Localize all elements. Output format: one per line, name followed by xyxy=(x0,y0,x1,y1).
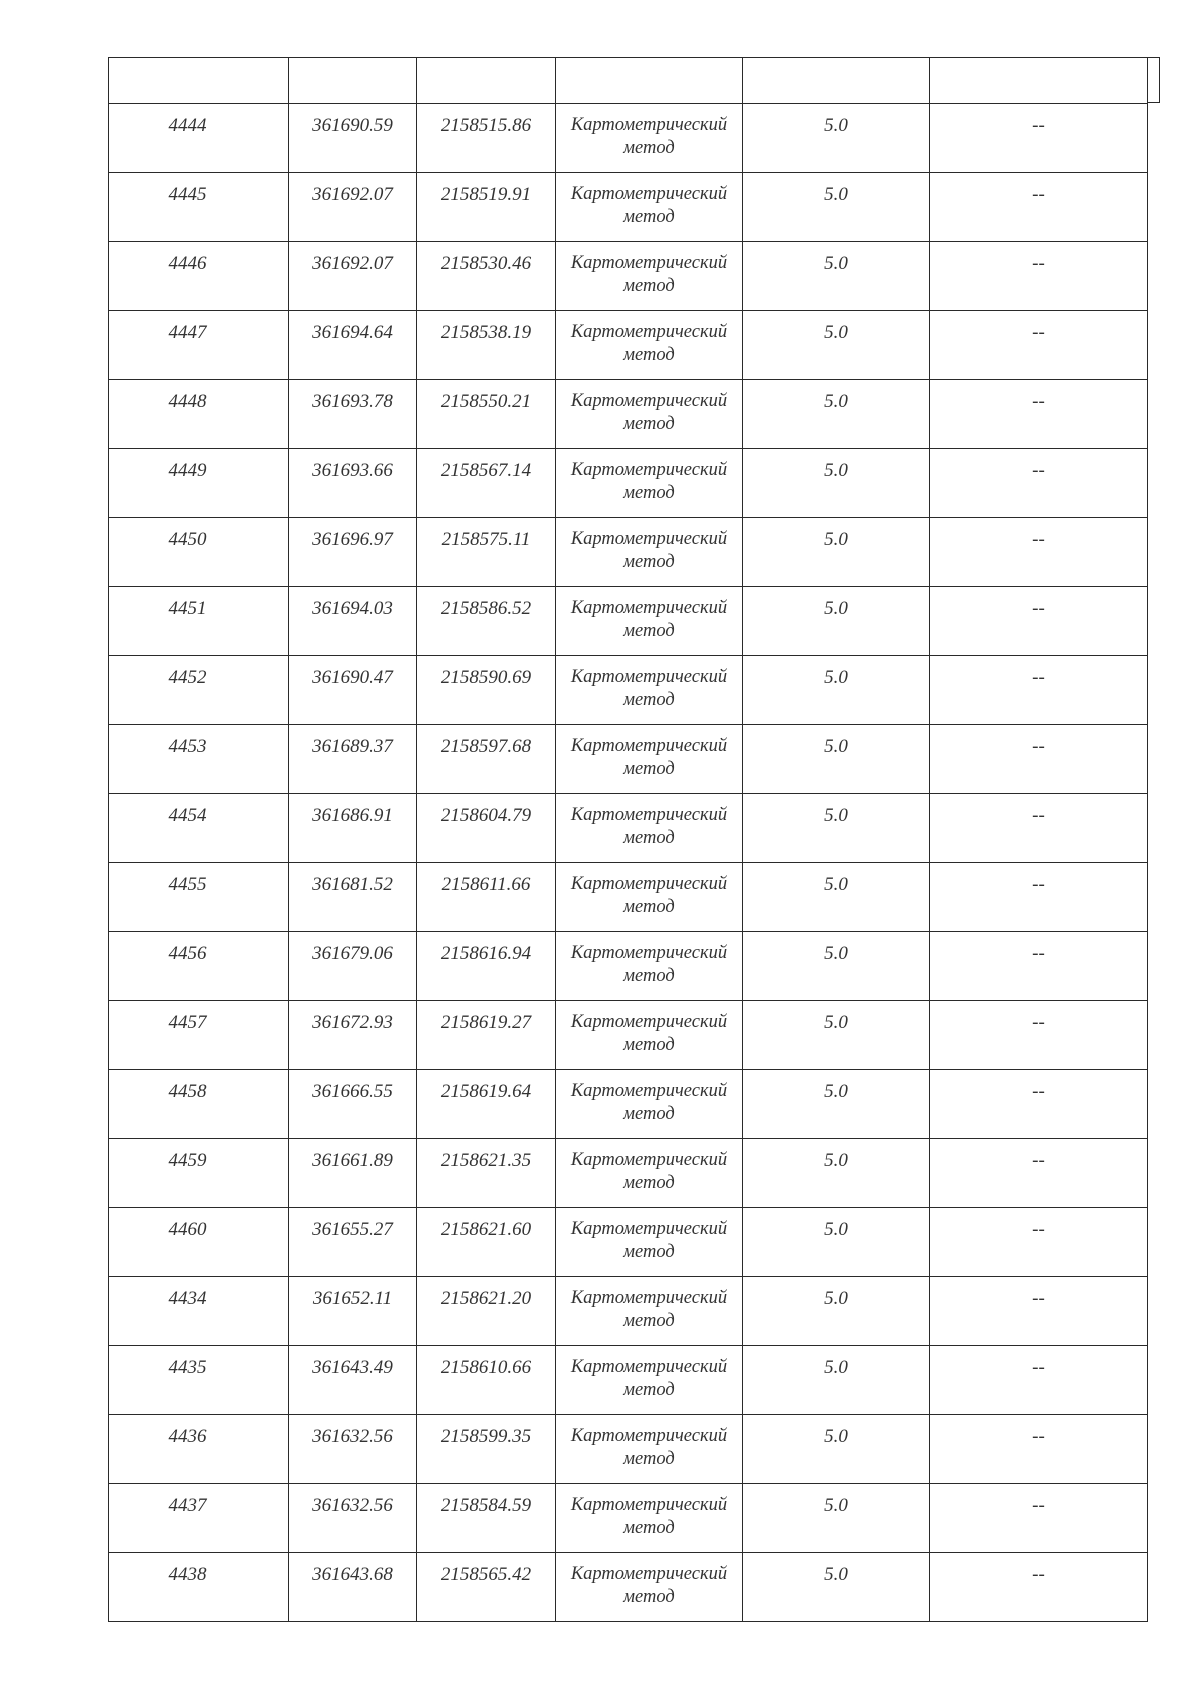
table-row xyxy=(109,1277,1148,1346)
cell-accuracy: 5.0 xyxy=(743,1346,930,1415)
cell-method: Картометрический метод xyxy=(556,1208,743,1277)
cell-accuracy: 5.0 xyxy=(743,449,930,518)
cell-x-coordinate: 361692.07 xyxy=(289,173,417,242)
cell-method: Картометрический метод xyxy=(556,1415,743,1484)
table-row xyxy=(109,1001,1148,1070)
cell-note: -- xyxy=(930,1001,1148,1070)
cell-point-number: 4453 xyxy=(109,725,289,794)
cell-method: Картометрический метод xyxy=(556,1277,743,1346)
cell-accuracy: 5.0 xyxy=(743,1484,930,1553)
coordinates-table xyxy=(108,57,1148,1622)
cell-accuracy: 5.0 xyxy=(743,1139,930,1208)
cell-accuracy: 5.0 xyxy=(743,380,930,449)
cell-note: -- xyxy=(930,380,1148,449)
cell-note: -- xyxy=(930,1346,1148,1415)
cell-note: -- xyxy=(930,932,1148,1001)
cell-y-coordinate: 2158550.21 xyxy=(417,380,556,449)
cell-accuracy: 5.0 xyxy=(743,311,930,380)
cell-point-number: 4447 xyxy=(109,311,289,380)
table-row xyxy=(109,1070,1148,1139)
table-body xyxy=(109,58,1148,1622)
cell-method: Картометрический метод xyxy=(556,311,743,380)
cell-method: Картометрический метод xyxy=(556,1070,743,1139)
cell-point-number: 4455 xyxy=(109,863,289,932)
cell-point-number: 4454 xyxy=(109,794,289,863)
cell-x-coordinate: 361689.37 xyxy=(289,725,417,794)
table-row xyxy=(109,1208,1148,1277)
cell-y-coordinate: 2158519.91 xyxy=(417,173,556,242)
cell-x-coordinate: 361643.49 xyxy=(289,1346,417,1415)
cell-y-coordinate: 2158590.69 xyxy=(417,656,556,725)
cell-note: -- xyxy=(930,1484,1148,1553)
header-cell-accuracy xyxy=(743,58,930,104)
cell-note: -- xyxy=(930,794,1148,863)
cell-x-coordinate: 361696.97 xyxy=(289,518,417,587)
cell-x-coordinate: 361632.56 xyxy=(289,1415,417,1484)
cell-accuracy: 5.0 xyxy=(743,1070,930,1139)
table-row xyxy=(109,1484,1148,1553)
cell-accuracy: 5.0 xyxy=(743,173,930,242)
cell-accuracy: 5.0 xyxy=(743,794,930,863)
cell-y-coordinate: 2158538.19 xyxy=(417,311,556,380)
table-row xyxy=(109,311,1148,380)
cell-note: -- xyxy=(930,1415,1148,1484)
table-row xyxy=(109,1346,1148,1415)
cell-method: Картометрический метод xyxy=(556,1484,743,1553)
cell-point-number: 4456 xyxy=(109,932,289,1001)
table-row xyxy=(109,104,1148,173)
cell-accuracy: 5.0 xyxy=(743,932,930,1001)
cell-x-coordinate: 361661.89 xyxy=(289,1139,417,1208)
header-cell-point xyxy=(109,58,289,104)
cell-accuracy: 5.0 xyxy=(743,1001,930,1070)
table-row xyxy=(109,725,1148,794)
cell-y-coordinate: 2158619.64 xyxy=(417,1070,556,1139)
cell-y-coordinate: 2158565.42 xyxy=(417,1553,556,1622)
cell-accuracy: 5.0 xyxy=(743,587,930,656)
cell-point-number: 4438 xyxy=(109,1553,289,1622)
cell-accuracy: 5.0 xyxy=(743,242,930,311)
table-row xyxy=(109,242,1148,311)
table-row xyxy=(109,587,1148,656)
cell-y-coordinate: 2158586.52 xyxy=(417,587,556,656)
cell-method: Картометрический метод xyxy=(556,725,743,794)
table-row xyxy=(109,1139,1148,1208)
cell-method: Картометрический метод xyxy=(556,242,743,311)
cell-x-coordinate: 361686.91 xyxy=(289,794,417,863)
cell-x-coordinate: 361666.55 xyxy=(289,1070,417,1139)
cell-point-number: 4449 xyxy=(109,449,289,518)
cell-point-number: 4458 xyxy=(109,1070,289,1139)
cell-y-coordinate: 2158575.11 xyxy=(417,518,556,587)
cell-note: -- xyxy=(930,311,1148,380)
cell-y-coordinate: 2158597.68 xyxy=(417,725,556,794)
header-cell-note xyxy=(930,58,1148,104)
cell-note: -- xyxy=(930,656,1148,725)
cell-method: Картометрический метод xyxy=(556,449,743,518)
cell-point-number: 4452 xyxy=(109,656,289,725)
header-cell-method xyxy=(556,58,743,104)
header-cell-x xyxy=(289,58,417,104)
table-row xyxy=(109,449,1148,518)
table-header-row xyxy=(109,58,1148,104)
cell-x-coordinate: 361692.07 xyxy=(289,242,417,311)
cell-method: Картометрический метод xyxy=(556,794,743,863)
cell-point-number: 4444 xyxy=(109,104,289,173)
table-row xyxy=(109,1415,1148,1484)
cell-note: -- xyxy=(930,1208,1148,1277)
cell-x-coordinate: 361694.03 xyxy=(289,587,417,656)
cell-x-coordinate: 361693.66 xyxy=(289,449,417,518)
cell-accuracy: 5.0 xyxy=(743,104,930,173)
cell-method: Картометрический метод xyxy=(556,587,743,656)
cell-point-number: 4448 xyxy=(109,380,289,449)
cell-note: -- xyxy=(930,1553,1148,1622)
cell-point-number: 4434 xyxy=(109,1277,289,1346)
cell-y-coordinate: 2158621.20 xyxy=(417,1277,556,1346)
cell-method: Картометрический метод xyxy=(556,380,743,449)
cell-point-number: 4435 xyxy=(109,1346,289,1415)
cell-point-number: 4451 xyxy=(109,587,289,656)
cell-y-coordinate: 2158610.66 xyxy=(417,1346,556,1415)
table-edge-mark xyxy=(1147,57,1160,103)
cell-accuracy: 5.0 xyxy=(743,1208,930,1277)
cell-x-coordinate: 361693.78 xyxy=(289,380,417,449)
cell-note: -- xyxy=(930,1070,1148,1139)
cell-accuracy: 5.0 xyxy=(743,725,930,794)
cell-method: Картометрический метод xyxy=(556,104,743,173)
cell-note: -- xyxy=(930,104,1148,173)
cell-accuracy: 5.0 xyxy=(743,1553,930,1622)
cell-x-coordinate: 361679.06 xyxy=(289,932,417,1001)
cell-accuracy: 5.0 xyxy=(743,1277,930,1346)
table-row xyxy=(109,1553,1148,1622)
cell-method: Картометрический метод xyxy=(556,518,743,587)
cell-x-coordinate: 361694.64 xyxy=(289,311,417,380)
cell-point-number: 4437 xyxy=(109,1484,289,1553)
cell-x-coordinate: 361655.27 xyxy=(289,1208,417,1277)
cell-accuracy: 5.0 xyxy=(743,1415,930,1484)
cell-note: -- xyxy=(930,1277,1148,1346)
cell-y-coordinate: 2158584.59 xyxy=(417,1484,556,1553)
cell-note: -- xyxy=(930,518,1148,587)
cell-y-coordinate: 2158616.94 xyxy=(417,932,556,1001)
cell-x-coordinate: 361681.52 xyxy=(289,863,417,932)
cell-note: -- xyxy=(930,1139,1148,1208)
cell-x-coordinate: 361652.11 xyxy=(289,1277,417,1346)
cell-method: Картометрический метод xyxy=(556,1139,743,1208)
cell-point-number: 4450 xyxy=(109,518,289,587)
cell-note: -- xyxy=(930,863,1148,932)
table-row xyxy=(109,794,1148,863)
cell-method: Картометрический метод xyxy=(556,863,743,932)
cell-y-coordinate: 2158621.60 xyxy=(417,1208,556,1277)
cell-point-number: 4460 xyxy=(109,1208,289,1277)
cell-note: -- xyxy=(930,242,1148,311)
cell-x-coordinate: 361632.56 xyxy=(289,1484,417,1553)
cell-point-number: 4459 xyxy=(109,1139,289,1208)
cell-method: Картометрический метод xyxy=(556,656,743,725)
table-row xyxy=(109,656,1148,725)
cell-method: Картометрический метод xyxy=(556,932,743,1001)
table-row xyxy=(109,863,1148,932)
cell-y-coordinate: 2158567.14 xyxy=(417,449,556,518)
cell-accuracy: 5.0 xyxy=(743,863,930,932)
cell-method: Картометрический метод xyxy=(556,1346,743,1415)
table-row xyxy=(109,932,1148,1001)
cell-x-coordinate: 361643.68 xyxy=(289,1553,417,1622)
cell-y-coordinate: 2158515.86 xyxy=(417,104,556,173)
cell-y-coordinate: 2158619.27 xyxy=(417,1001,556,1070)
cell-y-coordinate: 2158599.35 xyxy=(417,1415,556,1484)
cell-y-coordinate: 2158621.35 xyxy=(417,1139,556,1208)
cell-x-coordinate: 361690.59 xyxy=(289,104,417,173)
cell-point-number: 4457 xyxy=(109,1001,289,1070)
cell-note: -- xyxy=(930,173,1148,242)
cell-method: Картометрический метод xyxy=(556,1001,743,1070)
cell-method: Картометрический метод xyxy=(556,173,743,242)
table-row xyxy=(109,380,1148,449)
cell-accuracy: 5.0 xyxy=(743,656,930,725)
cell-y-coordinate: 2158611.66 xyxy=(417,863,556,932)
cell-point-number: 4445 xyxy=(109,173,289,242)
cell-note: -- xyxy=(930,725,1148,794)
cell-note: -- xyxy=(930,449,1148,518)
cell-y-coordinate: 2158604.79 xyxy=(417,794,556,863)
cell-y-coordinate: 2158530.46 xyxy=(417,242,556,311)
table-row xyxy=(109,173,1148,242)
cell-accuracy: 5.0 xyxy=(743,518,930,587)
cell-x-coordinate: 361690.47 xyxy=(289,656,417,725)
cell-point-number: 4446 xyxy=(109,242,289,311)
cell-note: -- xyxy=(930,587,1148,656)
cell-x-coordinate: 361672.93 xyxy=(289,1001,417,1070)
header-cell-y xyxy=(417,58,556,104)
cell-point-number: 4436 xyxy=(109,1415,289,1484)
table-row xyxy=(109,518,1148,587)
cell-method: Картометрический метод xyxy=(556,1553,743,1622)
